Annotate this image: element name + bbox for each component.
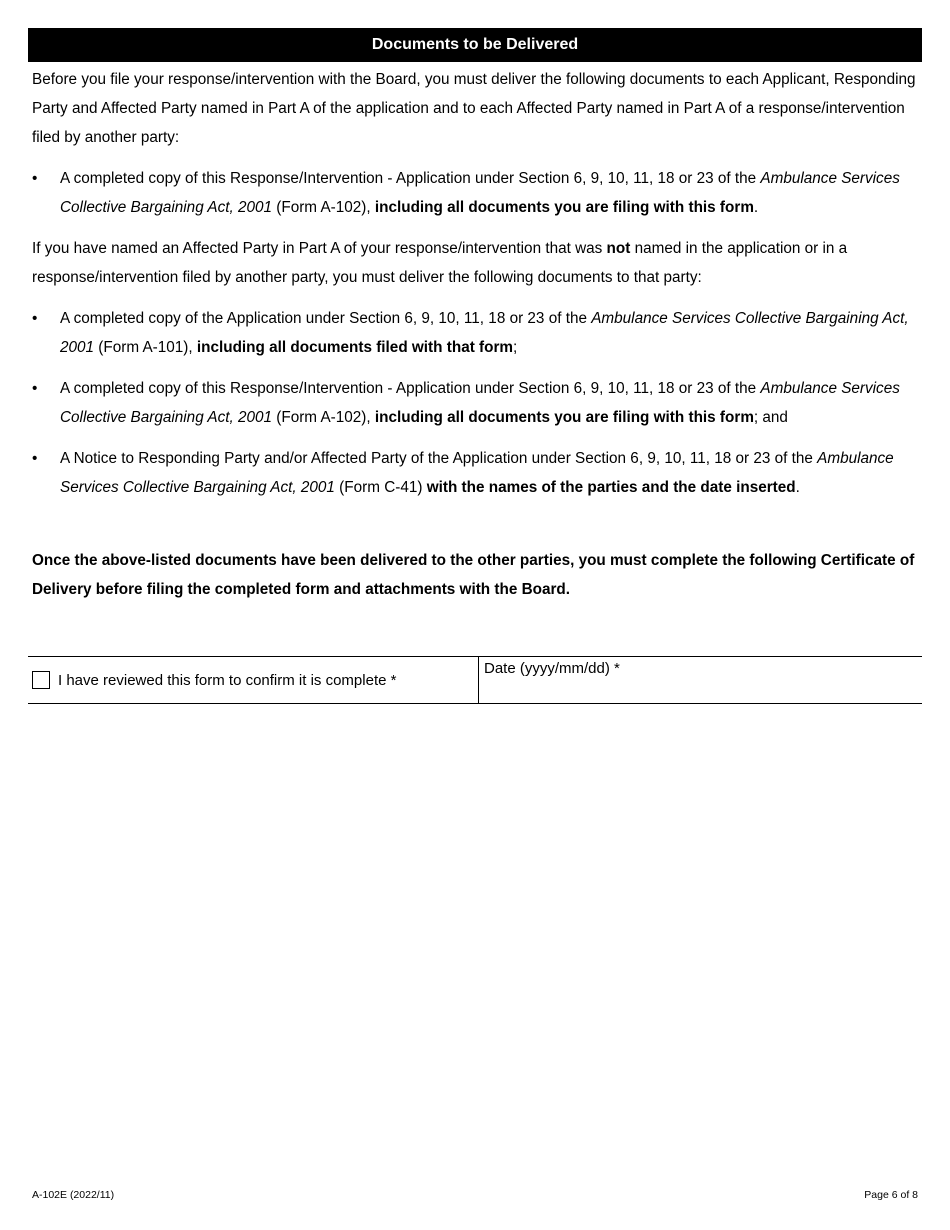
act-title: Ambulance Services Collective Bargaining Act, 2001	[60, 170, 900, 216]
review-confirmation-label: I have reviewed this form to confirm it is complete *	[58, 671, 397, 689]
bullet-text-bold: with the names of the parties and the date inserted	[426, 479, 796, 496]
section-title: Documents to be Delivered	[371, 36, 579, 53]
act-title: Ambulance Services Collective Bargaining Act, 2001	[60, 380, 900, 426]
bullet-text-bold: including all documents you are filing with this form	[374, 199, 754, 216]
bullet-icon: •	[32, 450, 38, 467]
document-body	[32, 65, 920, 616]
bullet-text-mid: (Form A-101),	[94, 339, 197, 356]
date-field[interactable]	[483, 680, 918, 700]
para-text-bold: not	[606, 240, 631, 257]
bullet-text-pre: A Notice to Responding Party and/or Affected Party of the Application under Section 6, 9, 10, 11, 18 or 23 of the	[60, 450, 818, 467]
date-cell[interactable]	[479, 657, 922, 703]
bullet-text-post: ;	[513, 339, 518, 356]
page-number: Page 6 of 8	[864, 1189, 918, 1201]
affected-party-paragraph	[32, 234, 920, 292]
instruction-paragraph: Once the above-listed documents have been delivered to the other parties, you must complete the following Certificate of Delivery before filing the completed form and attachments with the Board.	[32, 552, 915, 598]
act-title: Ambulance Services Collective Bargaining Act, 2001	[60, 450, 894, 496]
bullet-item	[32, 164, 920, 222]
certificate-of-delivery-table	[28, 656, 922, 704]
bullet-text-bold: including all documents filed with that form	[196, 339, 514, 356]
bullet-text-pre: A completed copy of this Response/Intervention - Application under Section 6, 9, 10, 11, 18 or 23 of the	[60, 170, 761, 187]
bullet-text-pre: A completed copy of the Application under Section 6, 9, 10, 11, 18 or 23 of the	[60, 310, 592, 327]
section-header	[28, 28, 922, 62]
bullet-text-post: .	[753, 199, 759, 216]
act-title: Ambulance Services Collective Bargaining Act, 2001	[60, 310, 909, 356]
date-label: Date (yyyy/mm/dd) *	[484, 660, 620, 677]
bullet-text-mid: (Form C-41)	[334, 479, 427, 496]
para-text-pre: If you have named an Affected Party in Part A of your response/intervention that was	[32, 240, 607, 257]
bullet-item	[32, 444, 920, 502]
intro-paragraph: Before you file your response/intervention with the Board, you must deliver the following documents to each Applicant, Responding Party and Affected Party named in Part A of the application and to each Affected Party named in Part A of a response/intervention filed by another party:	[32, 71, 916, 146]
review-confirmation-checkbox[interactable]	[32, 671, 50, 689]
bullet-text-mid: (Form A-102),	[272, 199, 375, 216]
bullet-text-mid: (Form A-102),	[272, 409, 375, 426]
bullet-text-bold: including all documents you are filing with this form	[374, 409, 754, 426]
review-confirmation-cell[interactable]	[28, 657, 479, 703]
bullet-text-post: .	[795, 479, 800, 496]
bullet-icon: •	[32, 310, 38, 327]
bullet-item	[32, 304, 920, 362]
bullet-icon: •	[32, 380, 38, 397]
bullet-text-post: ; and	[753, 409, 788, 426]
bullet-text-pre: A completed copy of this Response/Intervention - Application under Section 6, 9, 10, 11, 18 or 23 of the	[60, 380, 761, 397]
para-text-post: named in the application or in a response/intervention filed by another party, you must deliver the following documents to that party:	[32, 240, 848, 286]
bullet-icon: •	[32, 170, 38, 187]
bullet-item	[32, 374, 920, 432]
form-code: A-102E (2022/11)	[32, 1189, 115, 1201]
